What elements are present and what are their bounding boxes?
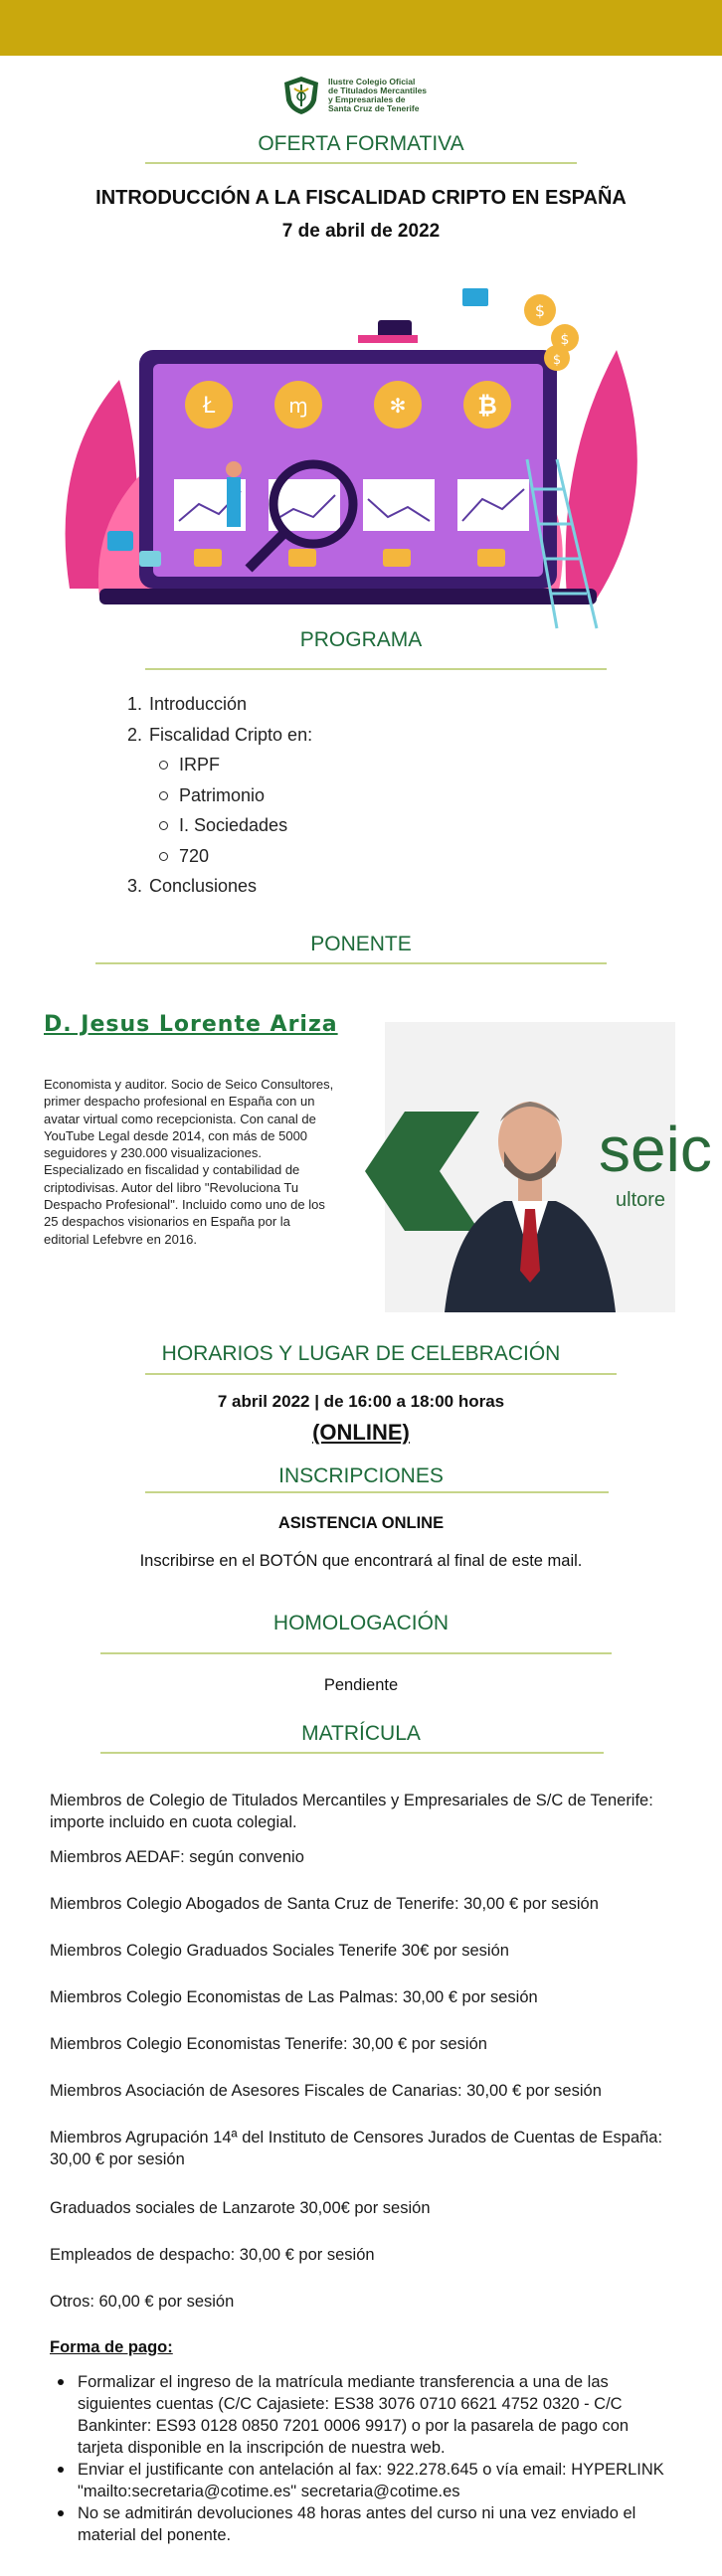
payment-item xyxy=(50,2459,676,2502)
course-title: INTRODUCCIÓN A LA FISCALIDAD CRIPTO EN ESPAÑA xyxy=(95,187,627,209)
sub-list-item xyxy=(127,841,312,872)
bio-line: criptodivisas. Autor del libro "Revoluciona Tu xyxy=(44,1179,299,1195)
schedule-time: 7 abril 2022 | de 16:00 a 18:00 horas xyxy=(217,1392,505,1411)
svg-text:✻: ✻ xyxy=(389,394,407,418)
college-logo xyxy=(280,72,440,119)
course-date: 7 de abril de 2022 xyxy=(281,221,441,242)
list-item xyxy=(127,871,312,902)
svg-text:₿: ₿ xyxy=(477,392,497,420)
divider xyxy=(145,1491,609,1493)
item-number: 1. xyxy=(127,694,143,714)
bullet-icon xyxy=(58,2510,64,2516)
list-item xyxy=(127,689,312,720)
payment-title: Forma de pago: xyxy=(50,2338,173,2356)
section-programa: PROGRAMA xyxy=(299,628,423,651)
sub-item-label: 720 xyxy=(179,845,210,866)
crypto-illustration xyxy=(60,260,662,628)
svg-text:Ł: Ł xyxy=(202,394,216,419)
section-inscripciones: INSCRIPCIONES xyxy=(278,1464,444,1487)
divider xyxy=(145,162,577,164)
speaker-bio xyxy=(44,1076,388,1248)
fee-line: Miembros de Colegio de Titulados Mercantiles y Empresariales de S/C de Tenerife: importe incluido en cuota colegial. xyxy=(50,1792,653,1831)
bullet-icon xyxy=(159,821,168,830)
logo-line: Santa Cruz de Tenerife xyxy=(328,103,420,113)
photo-logo-subtext: ultore xyxy=(616,1189,666,1211)
fee-line: Empleados de despacho: 30,00 € por sesión xyxy=(50,2246,375,2264)
fee-line: Miembros Colegio Economistas Tenerife: 30,00 € por sesión xyxy=(50,2035,487,2053)
list-item xyxy=(127,720,312,751)
inscripciones-text: Inscribirse en el BOTÓN que encontrará al final de este mail. xyxy=(139,1552,583,1570)
item-label: Fiscalidad Cripto en: xyxy=(149,724,313,745)
item-number: 2. xyxy=(127,724,143,745)
bio-line: 25 despachos visionarios en España por la xyxy=(44,1214,290,1230)
svg-text:$: $ xyxy=(534,301,546,320)
svg-text:$: $ xyxy=(560,332,570,348)
section-ponente: PONENTE xyxy=(310,933,412,955)
college-name xyxy=(328,78,427,113)
divider xyxy=(100,1752,604,1754)
payment-item-text: No se admitirán devoluciones 48 horas antes del curso ni una vez enviado el material del ponente. xyxy=(78,2504,636,2544)
svg-text:$: $ xyxy=(552,353,562,368)
bullet-icon xyxy=(159,852,168,861)
inscripciones-subheading: ASISTENCIA ONLINE xyxy=(277,1514,445,1532)
payment-item xyxy=(50,2371,676,2459)
svg-text:ɱ: ɱ xyxy=(288,394,308,418)
payment-item-text: Formalizar el ingreso de la matrícula mediante transferencia a una de las siguientes cuentas (C/C Cajasiete: ES38 3076 0710 6621 4752 0320 - C/C Bankinter: ES93 0128 0850 7201 0006 9917) o por la pasarela de pago con tarjeta disponible en la inscripción de nuestra web. xyxy=(78,2373,630,2457)
sub-item-label: I. Sociedades xyxy=(179,815,288,835)
item-label: Conclusiones xyxy=(149,876,258,896)
bullet-icon xyxy=(159,791,168,800)
section-matricula: MATRÍCULA xyxy=(301,1722,421,1745)
schedule-mode: (ONLINE) xyxy=(312,1420,410,1445)
speaker-name: D. Jesus Lorente Ariza xyxy=(44,1012,338,1037)
bio-line: YouTube Legal desde 2014, con más de 5000 xyxy=(44,1127,308,1143)
bio-line: primer despacho profesional en España con un xyxy=(44,1094,315,1110)
fee-line: Otros: 60,00 € por sesión xyxy=(50,2293,235,2311)
college-crest-icon xyxy=(280,75,322,116)
sub-list-item xyxy=(127,750,312,780)
bullet-icon xyxy=(58,2379,64,2385)
divider xyxy=(95,962,607,964)
fee-line: Graduados sociales de Lanzarote 30,00€ por sesión xyxy=(50,2199,431,2217)
divider xyxy=(145,1373,617,1375)
payment-item-text: Enviar el justificante con antelación al fax: 922.278.645 o vía email: HYPERLINK "mailto:secretaria@cotime.es" secretaria@cotime.es xyxy=(78,2461,664,2500)
sub-list-item xyxy=(127,810,312,841)
fee-line: Miembros Agrupación 14ª del Instituto de Censores Jurados de Cuentas de España: 30,00 € por sesión xyxy=(50,2129,663,2168)
sub-item-label: Patrimonio xyxy=(179,784,266,805)
section-horarios: HORARIOS Y LUGAR DE CELEBRACIÓN xyxy=(161,1342,561,1365)
sub-item-label: IRPF xyxy=(179,755,221,774)
fee-line: Miembros Asociación de Asesores Fiscales de Canarias: 30,00 € por sesión xyxy=(50,2082,602,2100)
bio-line: editorial Lefebvre en 2016. xyxy=(44,1231,197,1247)
bio-line: Economista y auditor. Socio de Seico Consultores, xyxy=(44,1077,334,1092)
logo-line: y Empresariales de xyxy=(328,94,406,104)
top-bar xyxy=(0,0,722,56)
bullet-icon xyxy=(58,2467,64,2473)
logo-line: Ilustre Colegio Oficial xyxy=(328,77,416,86)
bio-line: Especializado en fiscalidad y contabilidad de xyxy=(44,1162,300,1178)
fee-line: Miembros Colegio Abogados de Santa Cruz de Tenerife: 30,00 € por sesión xyxy=(50,1895,599,1913)
fee-line: Miembros AEDAF: según convenio xyxy=(50,1848,304,1866)
item-label: Introducción xyxy=(149,694,248,714)
speaker-photo xyxy=(385,1022,712,1312)
item-number: 3. xyxy=(127,876,143,896)
divider xyxy=(145,668,607,670)
sub-list-item xyxy=(127,780,312,811)
payment-list xyxy=(50,2371,676,2546)
programa-list xyxy=(127,689,312,902)
bio-line: seguidores y 230.000 visualizaciones. xyxy=(44,1145,262,1161)
fee-line: Miembros Colegio Economistas de Las Palmas: 30,00 € por sesión xyxy=(50,1988,538,2006)
bio-line: Despacho Profesional". Incluido como uno de los xyxy=(44,1197,325,1213)
homologacion-text: Pendiente xyxy=(323,1676,399,1694)
bullet-icon xyxy=(159,761,168,770)
bio-line: avatar virtual como recepcionista. Con canal de xyxy=(44,1111,316,1126)
payment-item xyxy=(50,2502,676,2546)
logo-line: de Titulados Mercantiles xyxy=(328,86,428,95)
section-homologacion: HOMOLOGACIÓN xyxy=(272,1612,450,1634)
fee-line: Miembros Colegio Graduados Sociales Tenerife 30€ por sesión xyxy=(50,1942,509,1960)
photo-logo-text: seic xyxy=(599,1114,712,1185)
divider xyxy=(100,1652,612,1654)
section-oferta-formativa: OFERTA FORMATIVA xyxy=(258,132,464,155)
